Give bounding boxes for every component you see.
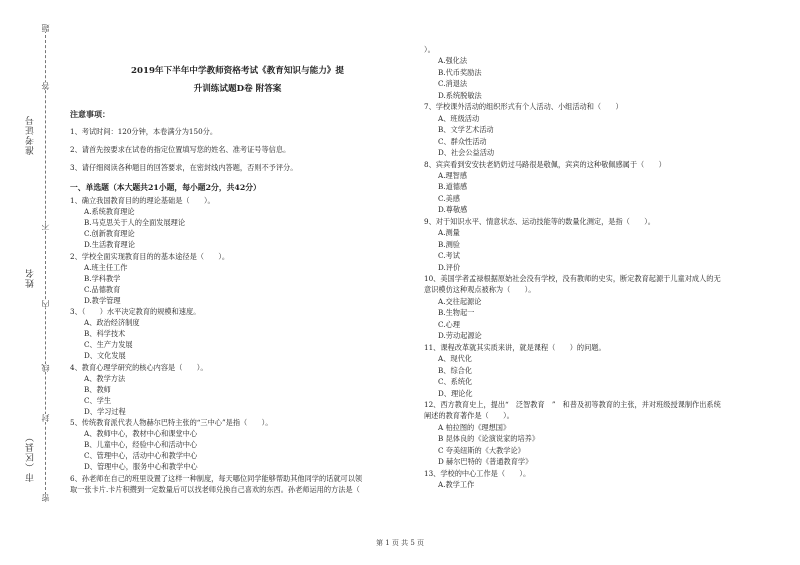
answer-option: D、管理中心，服务中心和教学中心	[84, 462, 198, 472]
notice-item: 1、考试时间：120分钟，本卷满分为150分。	[70, 127, 218, 136]
question-text: 取一张卡片.卡片积攒到一定数量后可以找老师兑换自己喜欢的东西。孙老师运用的方法是（	[70, 484, 360, 494]
answer-option: A、教师中心，教材中心和课堂中心	[84, 429, 198, 439]
answer-option: A.班主任工作	[84, 262, 128, 272]
exam-number-label: 准考证号	[26, 115, 36, 155]
seal-mark: 封	[41, 414, 50, 422]
answer-option: C.创新教育理论	[84, 229, 135, 239]
answer-option: A.理智感	[438, 170, 468, 180]
answer-option: D.劳动起源论	[438, 331, 482, 341]
district-label: 市（区县）	[26, 432, 36, 482]
answer-option: B.生物起一	[438, 308, 475, 318]
answer-option: D 赫尔巴特的《普通教育学》	[438, 457, 533, 467]
question-text: 13、学校的中心工作是（ ）。	[424, 468, 531, 478]
question-text: 9、对于知识水平、情意状态、运动技能等的数量化测定，是指（ ）。	[424, 216, 655, 226]
answer-option: A.强化法	[438, 56, 468, 66]
answer-option: B.道德感	[438, 182, 468, 192]
answer-option: B.代币奖励法	[438, 67, 482, 77]
answer-option: D、理论化	[438, 388, 473, 398]
seal-line	[45, 30, 46, 500]
question-text: 1、确立我国教育目的的理论基础是（ ）。	[70, 196, 215, 205]
answer-option: B、儿童中心，经验中心和活动中心	[84, 440, 198, 450]
answer-option: D.尊敬感	[438, 205, 468, 215]
answer-option: D、文化发展	[84, 351, 126, 361]
question-text: 2、学校全面实现教育目的的基本途径是（ ）。	[70, 251, 230, 261]
question-text: 11、课程改革就其实质来讲，就是课程（ ）的问题。	[424, 342, 606, 352]
seal-mark: 密	[41, 494, 50, 502]
answer-option: B.测验	[438, 239, 460, 249]
seal-mark: 内	[41, 300, 50, 308]
answer-option: C.消退法	[438, 79, 468, 89]
question-text: 3、（ ）水平决定教育的规模和速度。	[70, 307, 201, 316]
answer-option: D.生活教育理论	[84, 240, 135, 250]
question-text: ）。	[424, 45, 435, 54]
answer-option: A 柏拉图的《理想国》	[438, 422, 511, 432]
question-text: 7、学校课外活动的组织形式有个人活动、小组活动和（ ）	[424, 102, 623, 112]
answer-option: B、教师	[84, 384, 111, 394]
page-title-line2: 升训练试题D卷 附答案	[193, 84, 282, 94]
answer-option: A、现代化	[438, 354, 472, 364]
notice-item: 2、请首先按要求在试卷的指定位置填写您的姓名、准考证号等信息。	[70, 145, 291, 154]
page-number: 第 1 页 共 5 页	[375, 539, 425, 547]
seal-mark: 线	[41, 364, 50, 372]
answer-option: C.考试	[438, 251, 460, 261]
answer-option: A.系统教育理论	[84, 207, 135, 217]
question-text: 10、美国学者孟禄根据原始社会没有学校，没有教师的史实，断定教育起源于儿童对成人的无	[424, 274, 721, 283]
answer-option: B、文学艺术活动	[438, 125, 494, 135]
answer-option: C、系统化	[438, 377, 473, 387]
seal-mark: 答	[41, 82, 50, 90]
answer-option: C.品德教育	[84, 284, 121, 294]
answer-option: C.美感	[438, 193, 460, 203]
answer-option: A.交往起源论	[438, 296, 482, 306]
seal-mark: 不	[41, 222, 50, 230]
name-label: 姓名	[26, 268, 36, 288]
answer-option: C.心理	[438, 319, 460, 329]
binding-margin	[0, 0, 60, 565]
notice-item: 3、请仔细阅读各种题目的回答要求，在密封线内答题，否则不予评分。	[70, 163, 298, 172]
seal-mark: 题	[41, 24, 50, 32]
answer-option: B、综合化	[438, 365, 473, 375]
answer-option: C、管理中心，活动中心和教学中心	[84, 451, 198, 461]
question-text: 12、西方教育史上，提出“ 泛智教育 ” 和普及初等教育的主张，并对班级授课制作出系统	[424, 399, 721, 409]
answer-option: C、学生	[84, 395, 112, 405]
section-title: 一、单选题（本大题共21小题，每小题2分，共42分）	[70, 183, 261, 192]
question-text: 5、传统教育派代表人物赫尔巴特主张的“三中心”是指（ ）。	[70, 418, 273, 427]
question-text: 阐述的教育著作是（ ）。	[424, 411, 514, 421]
answer-option: B.学科教学	[84, 273, 121, 283]
answer-option: B 昆体良的《论演说家的培养》	[438, 434, 540, 444]
answer-option: A.教学工作	[438, 480, 475, 490]
answer-option: B、科学技术	[84, 329, 126, 339]
answer-option: A、教学方法	[84, 373, 126, 383]
answer-option: C、生产力发展	[84, 340, 133, 350]
question-text: 8、宾宾看到安安扶老奶奶过马路很是敬佩，宾宾的这种敬佩感属于（ ）	[424, 159, 666, 169]
answer-option: C、群众性活动	[438, 136, 487, 146]
answer-option: A、班级活动	[438, 113, 480, 123]
answer-option: C 夸美纽斯的《大教学论》	[438, 445, 525, 455]
page-title-line1: 2019年下半年中学教师资格考试《教育知识与能力》提	[131, 66, 344, 76]
question-text: 意识模仿这种观点被称为（ ）。	[424, 285, 536, 295]
answer-option: D.评价	[438, 262, 461, 272]
answer-option: D.教学管理	[84, 295, 121, 305]
answer-option: A.测量	[438, 228, 460, 238]
answer-option: D、社会公益活动	[438, 148, 495, 158]
question-text: 4、教育心理学研究的核心内容是（ ）。	[70, 362, 208, 372]
answer-option: B.马克思关于人的全面发展理论	[84, 218, 186, 228]
answer-option: D.系统脱敏法	[438, 90, 482, 100]
answer-option: D、学习过程	[84, 406, 126, 416]
question-text: 6、孙老师在自己的班里设置了这样一种制度，每天哪位同学能够帮助其他同学的话就可以领	[70, 473, 363, 483]
answer-option: A、政治经济制度	[84, 318, 140, 328]
notice-heading: 注意事项：	[70, 109, 110, 119]
